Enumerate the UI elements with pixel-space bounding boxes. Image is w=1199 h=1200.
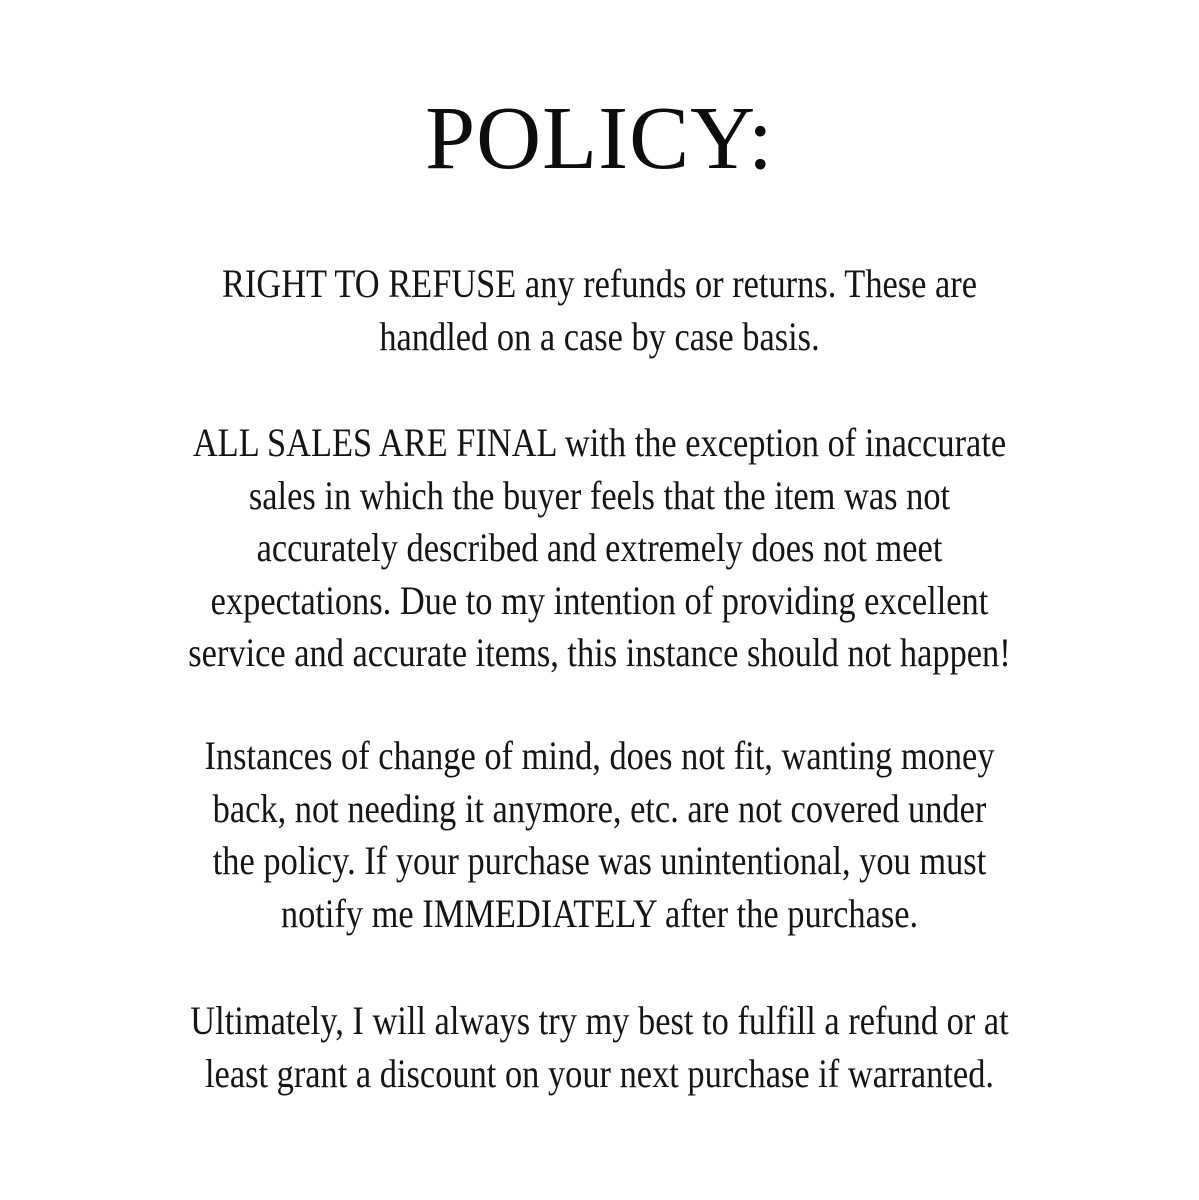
paragraph-line: least grant a discount on your next purchase if warranted.	[204, 1050, 995, 1096]
paragraph-line: RIGHT TO REFUSE any refunds or returns. These are	[221, 261, 978, 306]
paragraph-line: service and accurate items, this instance should not happen!	[188, 630, 1011, 675]
paragraph-line: handled on a case by case basis.	[379, 313, 820, 359]
paragraph-not-covered	[0, 730, 1199, 940]
paragraph-line: accurately described and extremely does not meet	[256, 525, 943, 570]
paragraph-line: ALL SALES ARE FINAL with the exception of inaccurate	[192, 420, 1007, 465]
paragraph-line: notify me IMMEDIATELY after the purchase.	[280, 890, 919, 936]
paragraph-line: back, not needing it anymore, etc. are not covered under	[212, 785, 987, 831]
paragraph-line: the policy. If your purchase was unintentional, you must	[212, 838, 987, 883]
paragraph-line: Instances of change of mind, does not fit, wanting money	[204, 733, 995, 778]
paragraph-line: expectations. Due to my intention of providing excellent	[210, 577, 989, 623]
page-title: POLICY:	[425, 89, 774, 188]
paragraph-right-to-refuse	[0, 258, 1199, 363]
paragraph-ultimately	[0, 995, 1199, 1100]
paragraph-line: sales in which the buyer feels that the item was not	[248, 472, 951, 518]
paragraph-line: Ultimately, I will always try my best to fulfill a refund or at	[190, 998, 1009, 1043]
paragraph-all-sales-final	[0, 417, 1199, 680]
